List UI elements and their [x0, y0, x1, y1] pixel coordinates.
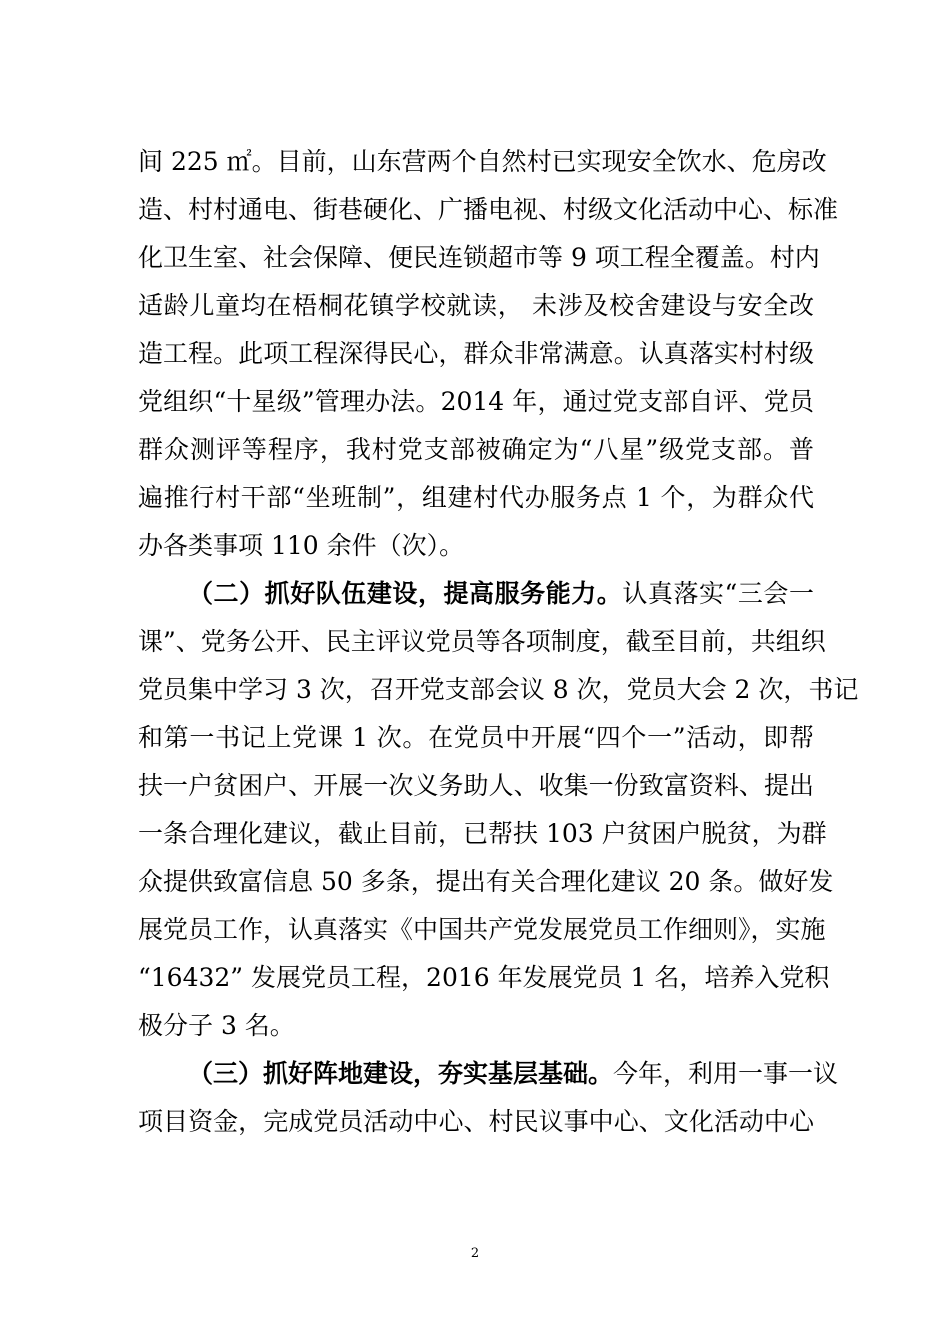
page-number: 2 — [470, 1246, 480, 1261]
text-line: 党组织“十星级”管理办法。2014 年，通过党支部自评、党员 — [138, 387, 814, 416]
text-line: 极分子 3 名。 — [138, 1011, 295, 1040]
text-line: 和第一书记上党课 1 次。在党员中开展“四个一”活动，即帮 — [138, 723, 814, 752]
text-line: 间 225 ㎡。目前，山东营两个自然村已实现安全饮水、危房改 — [138, 147, 827, 176]
text-line: “16432” 发展党员工程，2016 年发展党员 1 名，培养入党积 — [138, 963, 830, 992]
text-line: 造工程。此项工程深得民心，群众非常满意。认真落实村村级 — [138, 339, 814, 368]
text-line: 一条合理化建议，截止目前，已帮扶 103 户贫困户脱贫，为群 — [138, 819, 827, 848]
text-line: 化卫生室、社会保障、便民连锁超市等 9 项工程全覆盖。村内 — [138, 243, 820, 272]
section-heading: （三）抓好阵地建设，夯实基层基础。 — [188, 1059, 614, 1088]
paragraph-first-line — [138, 1050, 839, 1098]
text-line: 遍推行村干部“坐班制”，组建村代办服务点 1 个，为群众代 — [138, 483, 814, 512]
text-line: 扶一户贫困户、开展一次义务助人、收集一份致富资料、提出 — [138, 771, 814, 800]
text-line: 众提供致富信息 50 多条，提出有关合理化建议 20 条。做好发 — [138, 867, 834, 896]
section-heading: （二）抓好队伍建设，提高服务能力。 — [188, 579, 623, 608]
text-line: 群众测评等程序，我村党支部被确定为“八星”级党支部。普 — [138, 435, 814, 464]
paragraph-first-line — [138, 570, 814, 618]
text-line: 适龄儿童均在梧桐花镇学校就读， 未涉及校舍建设与安全改 — [138, 291, 814, 320]
text-line: 办各类事项 110 余件（次）。 — [138, 531, 465, 560]
text-line: 课”、党务公开、民主评议党员等各项制度，截至目前，共组织 — [138, 627, 826, 656]
text-line: 党员集中学习 3 次，召开党支部会议 8 次，党员大会 2 次，书记 — [138, 675, 859, 704]
text-run: 认真落实“三会一 — [622, 579, 814, 608]
text-line: 展党员工作，认真落实《中国共产党发展党员工作细则》，实施 — [138, 915, 826, 944]
document-body — [138, 138, 859, 1146]
text-run: 今年，利用一事一议 — [613, 1059, 839, 1088]
text-line: 造、村村通电、街巷硬化、广播电视、村级文化活动中心、标准 — [138, 195, 839, 224]
text-line: 项目资金，完成党员活动中心、村民议事中心、文化活动中心 — [138, 1107, 814, 1136]
